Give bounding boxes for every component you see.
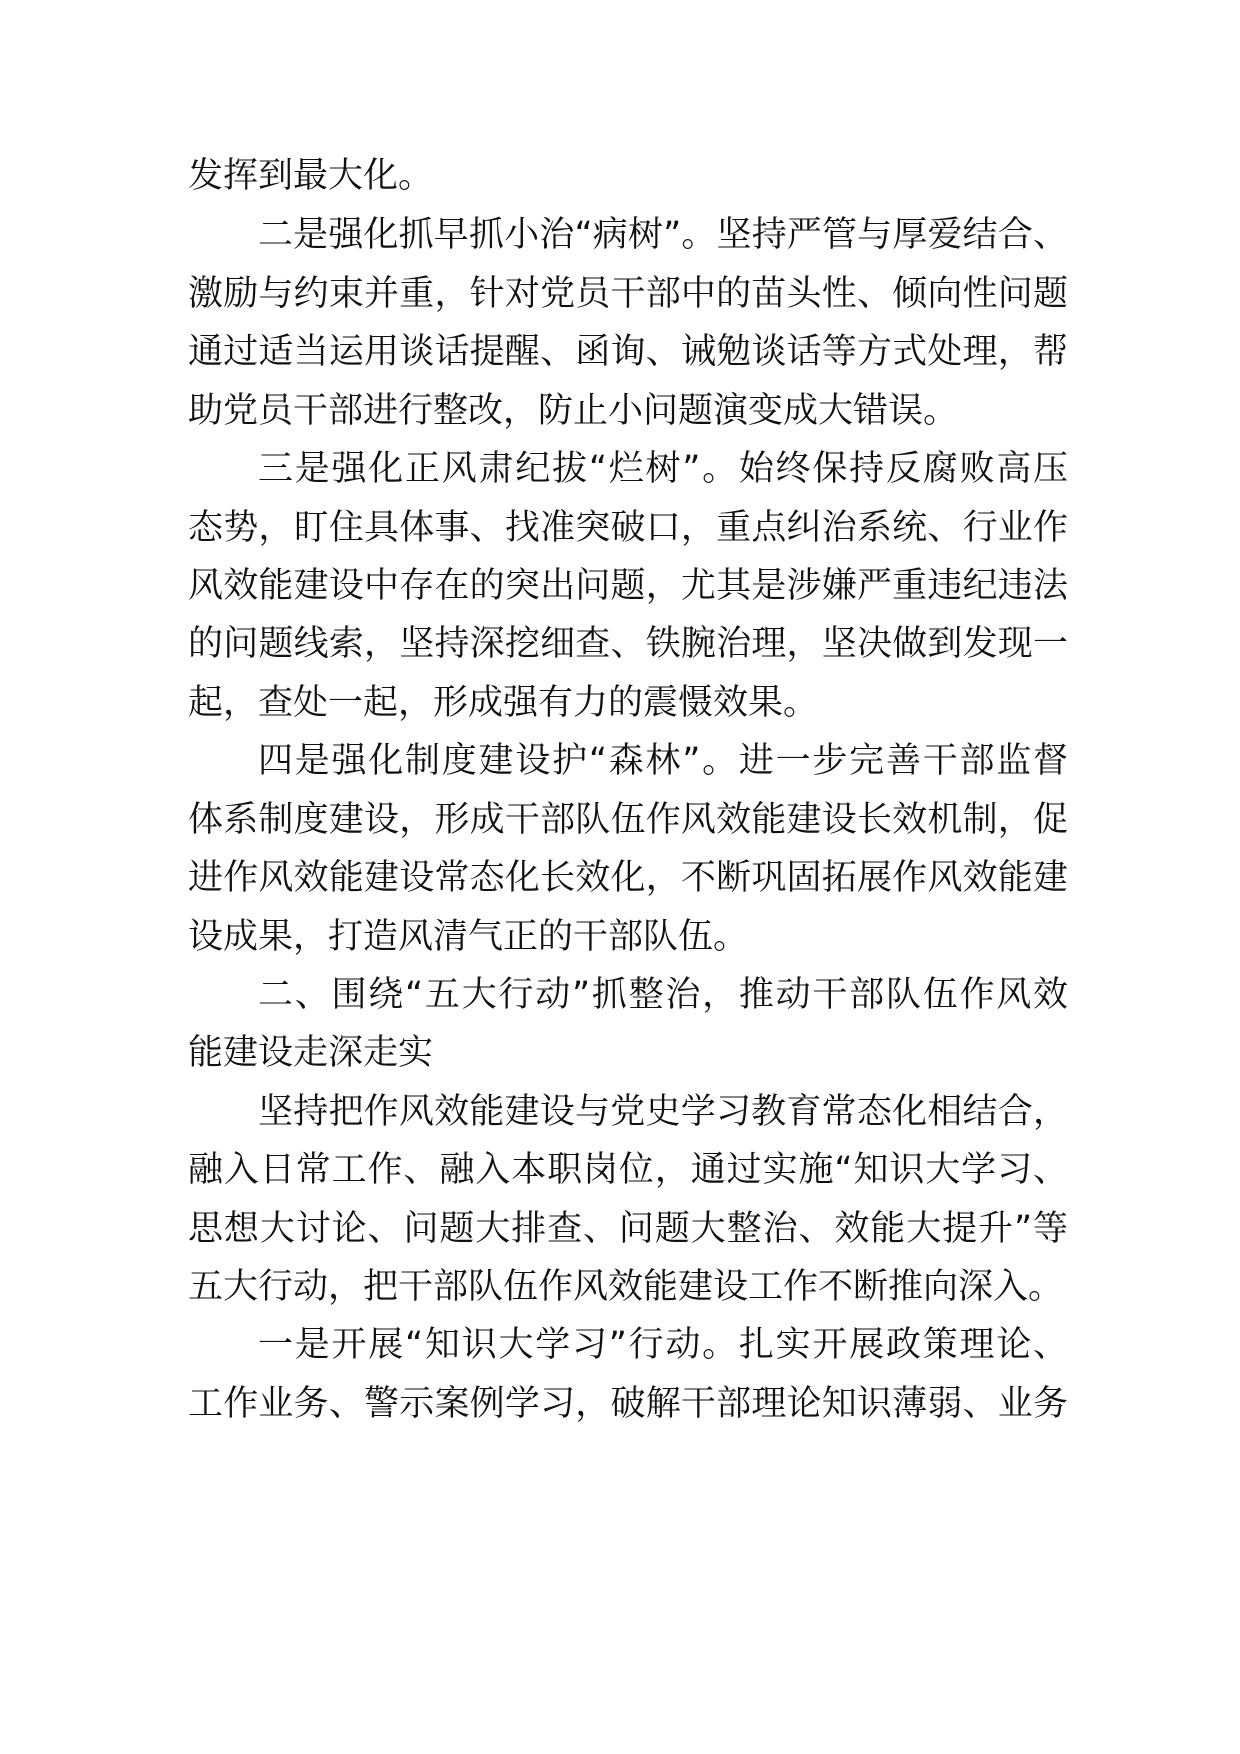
text-line: 体系制度建设，形成干部队伍作风效能建设长效机制，促 [188,800,1068,840]
text-line: 进作风效能建设常态化长效化，不断巩固拓展作风效能建 [188,858,1068,898]
text-line: 通过适当运用谈话提醒、函询、诫勉谈话等方式处理，帮 [188,332,1068,372]
text-line: 设成果，打造风清气正的干部队伍。 [188,917,749,957]
text-line: 五大行动，把干部队伍作风效能建设工作不断推向深入。 [188,1267,1064,1307]
paragraph-start-line: 坚持把作风效能建设与党史学习教育常态化相结合， [258,1092,1068,1132]
paragraph-start-line: 二是强化抓早抓小治“病树”。坚持严管与厚爱结合、 [258,215,1068,255]
text-line: 工作业务、警示案例学习，破解干部理论知识薄弱、业务 [188,1384,1068,1424]
text-line: 思想大讨论、问题大排查、问题大整治、效能大提升”等 [188,1209,1068,1249]
text-line: 风效能建设中存在的突出问题，尤其是涉嫌严重违纪违法 [188,566,1068,606]
text-line: 助党员干部进行整改，防止小问题演变成大错误。 [188,391,959,431]
text-line: 融入日常工作、融入本职岗位，通过实施“知识大学习、 [188,1150,1068,1190]
text-line: 激励与约束并重，针对党员干部中的苗头性、倾向性问题 [188,274,1068,314]
text-line: 起，查处一起，形成强有力的震慑效果。 [188,683,819,723]
paragraph-start-line: 三是强化正风肃纪拔“烂树”。始终保持反腐败高压 [258,449,1068,489]
text-line: 发挥到最大化。 [188,156,434,196]
paragraph-start-line: 四是强化制度建设护“森林”。进一步完善干部监督 [258,741,1068,781]
text-line: 态势，盯住具体事、找准突破口，重点纠治系统、行业作 [188,508,1068,548]
section-heading-line: 能建设走深走实 [188,1033,434,1073]
text-line: 的问题线索，坚持深挖细查、铁腕治理，坚决做到发现一 [188,624,1068,664]
section-heading-line: 二、围绕“五大行动”抓整治，推动干部队伍作风效 [258,975,1068,1015]
paragraph-start-line: 一是开展“知识大学习”行动。扎实开展政策理论、 [258,1325,1068,1365]
